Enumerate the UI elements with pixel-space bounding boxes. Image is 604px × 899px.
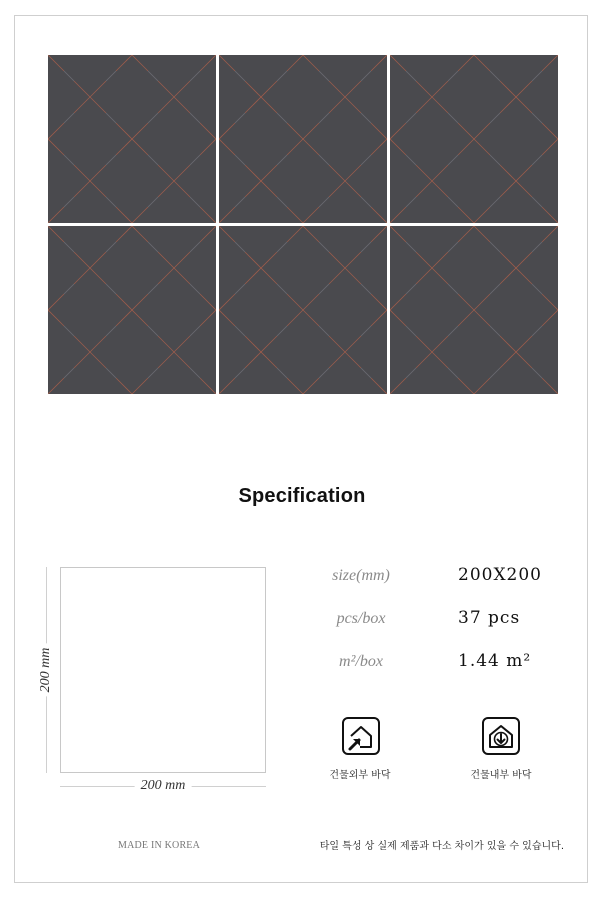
spec-title: Specification [238,485,366,507]
origin-label: MADE IN KOREA [118,840,201,851]
width-dimension-label: 200 mm [135,778,192,794]
tile-image [48,226,216,394]
tile-image [390,226,558,394]
house-exterior-floor-icon [342,717,380,755]
tile-size-diagram [60,567,266,773]
spec-label: pcs/box [336,610,386,627]
tile-image [219,55,387,223]
tile-image [219,226,387,394]
tile-image [390,55,558,223]
house-interior-floor-icon [482,717,520,755]
disclaimer-text: 타일 특성 상 실제 제품과 다소 차이가 있을 수 있습니다. [319,841,564,852]
spec-row-pcs [300,608,560,632]
spec-label: m²/box [339,653,383,670]
spec-value: 37 pcs [458,608,521,628]
height-dimension-label: 200 mm [38,644,54,697]
tile-image [48,55,216,223]
spec-label: size(mm) [332,567,390,584]
tile-sample-grid [48,55,558,395]
spec-value: 1.44 m² [458,651,532,671]
spec-row-size [300,565,560,589]
spec-value: 200X200 [458,565,542,585]
spec-row-area [300,651,560,675]
interior-floor-label: 건물내부 바닥 [470,770,532,781]
exterior-floor-label: 건물외부 바닥 [329,770,391,781]
